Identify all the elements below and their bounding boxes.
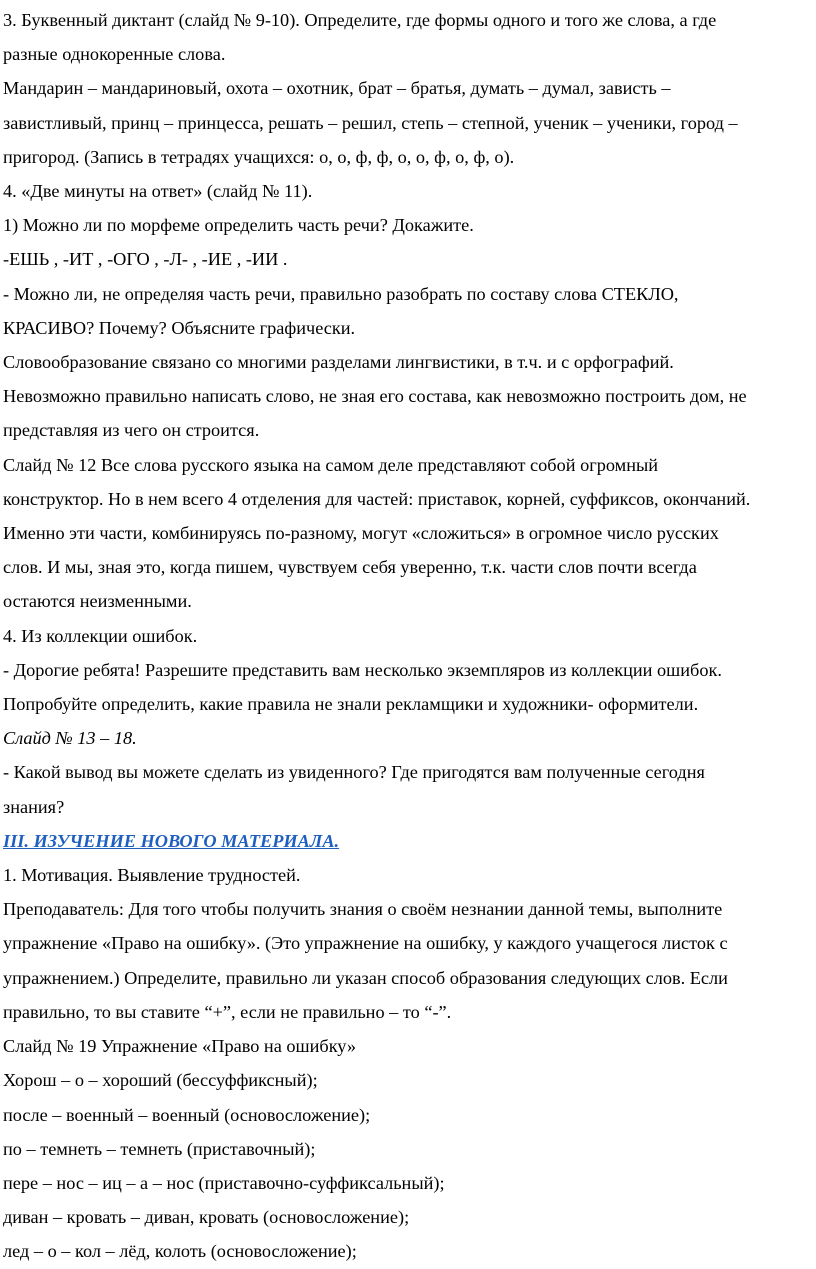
text-line: 4. Из коллекции ошибок. [3, 625, 198, 646]
exercise-item: пере – нос – иц – а – нос (приставочно-суффиксальный); [3, 1172, 445, 1193]
text-line: Словообразование связано со многими разделами лингвистики, в т.ч. и с орфографий. [3, 352, 674, 373]
text-line: 1) Можно ли по морфеме определить часть речи? Докажите. [3, 215, 474, 236]
exercise-item: лед – о – кол – лёд, колоть (основосложение); [3, 1241, 357, 1262]
text-line: Именно эти части, комбинируясь по-разному, могут «сложиться» в огромное число русских [3, 523, 719, 544]
text-line: пригород. (Запись в тетрадях учащихся: о, о, ф, ф, о, о, ф, о, ф, о). [3, 146, 515, 167]
text-line: конструктор. Но в нем всего 4 отделения для частей: приставок, корней, суффиксов, окончаний. [3, 488, 751, 509]
text-line: КРАСИВО? Почему? Объясните графически. [3, 317, 356, 338]
text-line: упражнение «Право на ошибку». (Это упражнение на ошибку, у каждого учащегося листок с [3, 933, 728, 954]
text-line: - Можно ли, не определяя часть речи, правильно разобрать по составу слова СТЕКЛО, [3, 283, 679, 304]
text-line: Мандарин – мандариновый, охота – охотник, брат – братья, думать – думал, зависть – [3, 78, 671, 99]
text-line: - Дорогие ребята! Разрешите представить вам несколько экземпляров из коллекции ошибок. [3, 659, 722, 680]
text-line: 4. «Две минуты на ответ» (слайд № 11). [3, 181, 313, 202]
text-line: остаются неизменными. [3, 591, 192, 612]
text-line: Невозможно правильно написать слово, не зная его состава, как невозможно построить дом, не [3, 386, 747, 407]
text-line: представляя из чего он строится. [3, 420, 260, 441]
section-heading: III. ИЗУЧЕНИЕ НОВОГО МАТЕРИАЛА. [3, 830, 340, 851]
text-line: знания? [3, 796, 65, 817]
exercise-item: диван – кровать – диван, кровать (основосложение); [3, 1207, 410, 1228]
text-line: 1. Мотивация. Выявление трудностей. [3, 865, 301, 886]
text-line: Слайд № 19 Упражнение «Право на ошибку» [3, 1036, 357, 1057]
text-line: 3. Буквенный диктант (слайд № 9-10). Определите, где формы одного и того же слова, а где [3, 10, 717, 30]
text-line: Преподаватель: Для того чтобы получить знания о своём незнании данной темы, выполните [3, 899, 723, 920]
text-line: Слайд № 12 Все слова русского языка на самом деле представляют собой огромный [3, 454, 659, 475]
exercise-item: по – темнеть – темнеть (приставочный); [3, 1138, 316, 1159]
text-line: Попробуйте определить, какие правила не знали рекламщики и художники- оформители. [3, 694, 699, 715]
text-line: правильно, то вы ставите “+”, если не правильно – то “-”. [3, 1001, 452, 1022]
text-line: -ЕШЬ , -ИТ , -ОГО , -Л- , -ИЕ , -ИИ . [3, 249, 288, 270]
text-line: завистливый, принц – принцесса, решать – решил, степь – степной, ученик – ученики, город – [3, 112, 738, 133]
text-line: разные однокоренные слова. [3, 44, 226, 65]
text-line: - Какой вывод вы можете сделать из увиденного? Где пригодятся вам полученные сегодня [3, 762, 705, 783]
text-line: упражнением.) Определите, правильно ли указан способ образования следующих слов. Если [3, 967, 728, 988]
exercise-item: Хорош – о – хороший (бессуффиксный); [3, 1070, 318, 1091]
text-line: слов. И мы, зная это, когда пишем, чувствуем себя уверенно, т.к. части слов почти всегда [3, 557, 697, 578]
slide-reference: Слайд № 13 – 18. [3, 728, 137, 749]
exercise-item: после – военный – военный (основосложение); [3, 1104, 371, 1125]
